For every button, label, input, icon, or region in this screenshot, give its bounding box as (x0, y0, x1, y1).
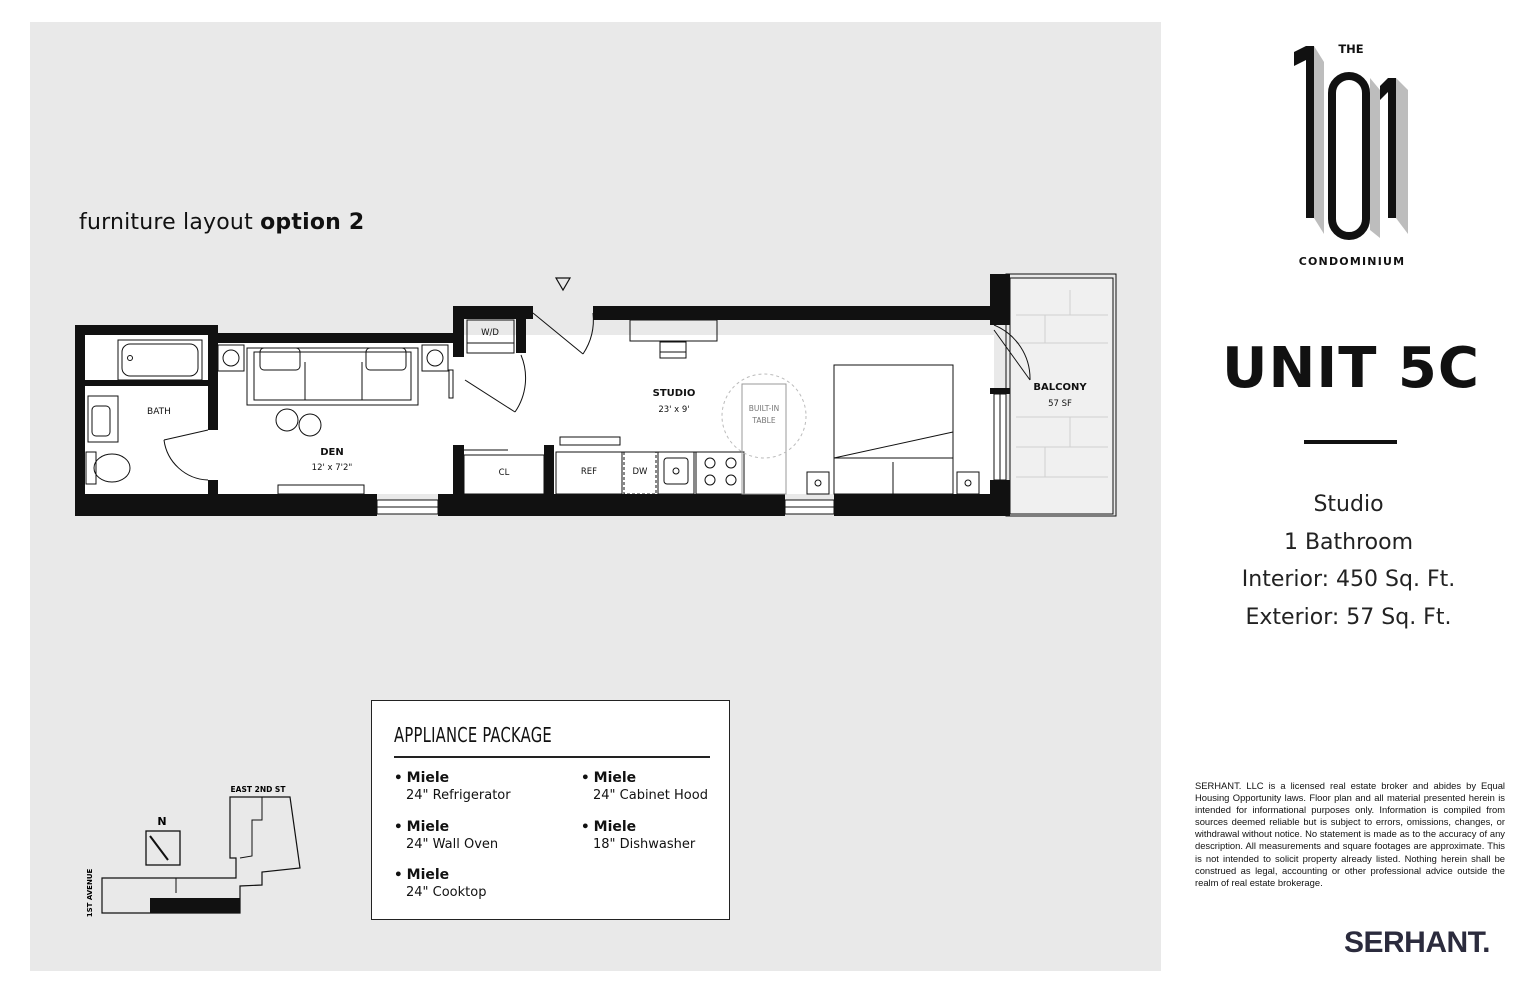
appliance-divider (394, 756, 710, 758)
table-label-1: BUILT-IN (748, 404, 780, 413)
key-plan (86, 785, 300, 917)
table-label-2: TABLE (752, 416, 776, 425)
appliance-item: • Miele 24" Cabinet Hood (581, 770, 708, 803)
appliance-title: APPLIANCE PACKAGE (394, 723, 552, 747)
unit-interior-area: Interior: 450 Sq. Ft. (1241, 567, 1456, 592)
appliance-brand: Miele (593, 819, 637, 835)
wd-label: W/D (481, 328, 499, 338)
keyplan-street-side: 1ST AVENUE (86, 868, 94, 918)
appliance-brand: Miele (406, 770, 450, 786)
logo-number: 101 (1288, 38, 1290, 39)
appliance-desc: 24" Wall Oven (406, 837, 499, 852)
interior-floor (84, 335, 994, 494)
balcony-dims: 57 SF (1048, 399, 1072, 409)
logo-top: THE (1338, 42, 1364, 56)
studio-dims: 23' x 9' (658, 405, 690, 415)
appliance-desc: 24" Cooktop (406, 885, 487, 900)
appliance-brand: Miele (406, 819, 450, 835)
appliance-item: • Miele 18" Dishwasher (581, 819, 696, 852)
brokerage-logo: SERHANT. (1344, 926, 1491, 959)
unit-exterior-area: Exterior: 57 Sq. Ft. (1245, 605, 1452, 630)
balcony-label: BALCONY (1033, 382, 1087, 393)
logo-bottom: CONDOMINIUM (1298, 255, 1406, 268)
den-label: DEN (320, 447, 344, 458)
appliance-item: • Miele 24" Refrigerator (394, 770, 511, 803)
caption-emphasis: option 2 (260, 210, 365, 235)
dw-label: DW (632, 467, 648, 477)
den-dims: 12' x 7'2" (311, 463, 353, 473)
appliance-desc: 24" Cabinet Hood (593, 788, 708, 803)
unit-bathrooms: 1 Bathroom (1283, 530, 1414, 555)
unit-highlight (150, 898, 240, 913)
building-outline (102, 797, 300, 913)
building-logo (1288, 38, 1418, 270)
caption-prefix: furniture layout (79, 210, 261, 235)
keyplan-street-top: EAST 2ND ST (230, 785, 286, 794)
unit-title: UNIT 5C (1222, 336, 1480, 401)
closet-label: CL (498, 468, 510, 478)
keyplan-north-label: N (157, 815, 167, 828)
unit-divider (1304, 440, 1397, 444)
bath-label: BATH (147, 407, 171, 417)
balcony-floor (1010, 278, 1113, 514)
appliance-desc: 24" Refrigerator (406, 788, 511, 803)
appliance-package (371, 700, 730, 920)
appliance-item: • Miele 24" Wall Oven (394, 819, 499, 852)
appliance-desc: 18" Dishwasher (593, 837, 696, 852)
legal-disclaimer: SERHANT. LLC is a licensed real estate broker and abides by Equal Housing Opportunity laws. Floor plan and all material presented herein is intended for informational purposes only. Information is compiled from sources deemed reliable but is subject to errors, omissions, changes, or withdrawal without notice. No statement is made as to the accuracy of any description. All measurements and square footages are approximate. This is not intended to solicit property already listed. Nothing herein shall be construed as legal, accounting or other professional advice outside the realm of real estate brokerage. (1195, 780, 1505, 888)
entry-marker-icon (556, 278, 570, 290)
appliance-item: • Miele 24" Cooktop (394, 867, 487, 900)
ref-label: REF (580, 467, 598, 477)
appliance-brand: Miele (406, 867, 450, 883)
studio-label: STUDIO (652, 388, 696, 399)
unit-type: Studio (1313, 492, 1384, 517)
appliance-brand: Miele (593, 770, 637, 786)
